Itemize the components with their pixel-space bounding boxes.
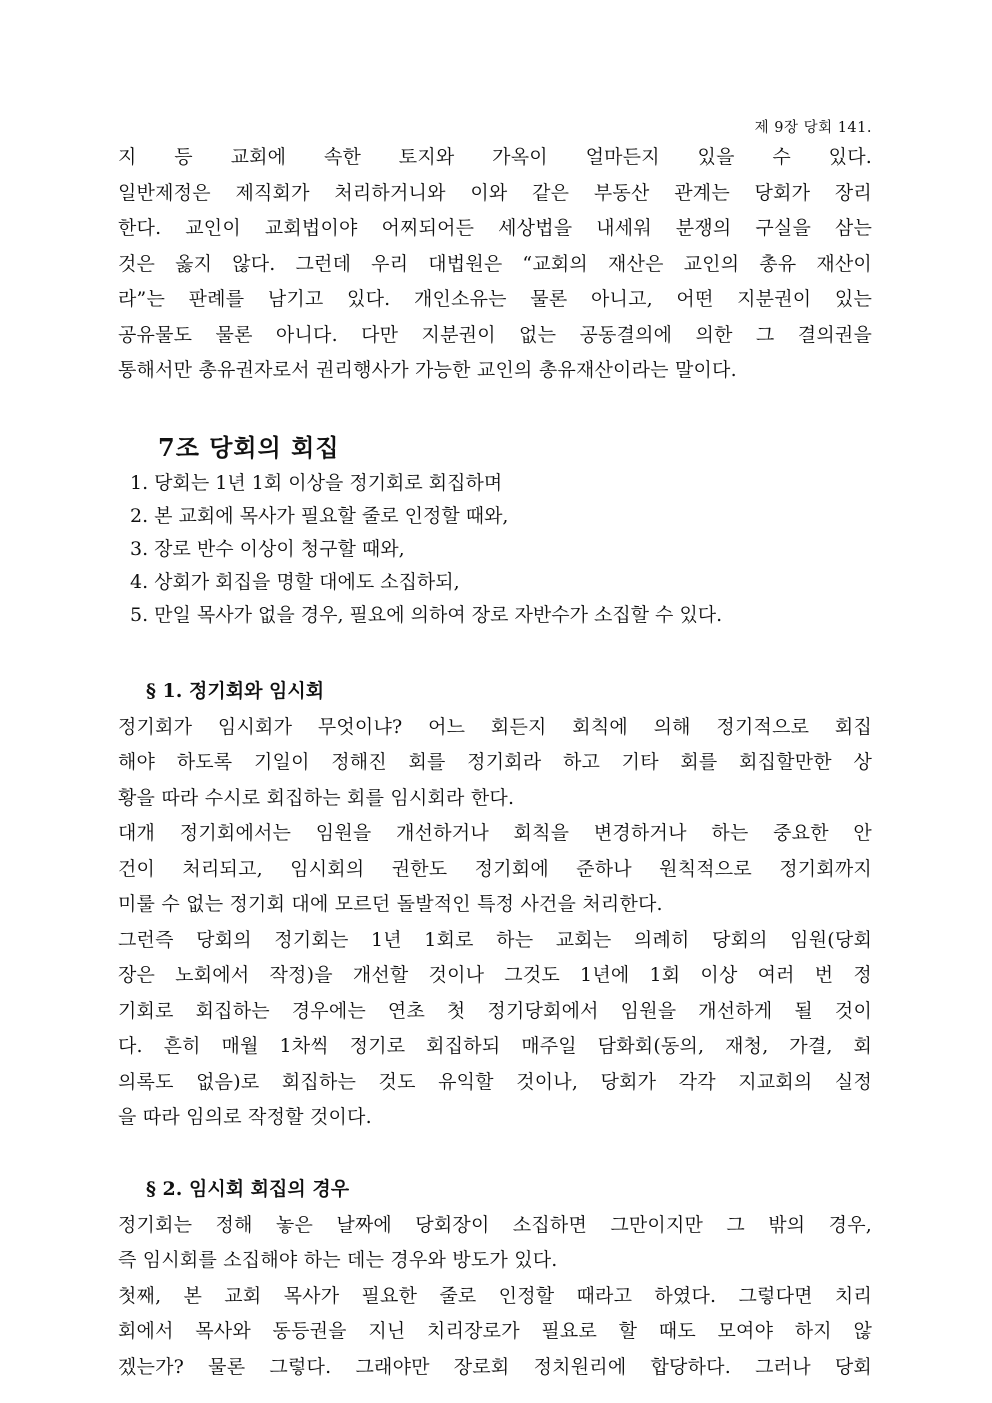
text-line: 을 따라 임의로 작정할 것이다.	[118, 1106, 372, 1128]
article-title: 7조 당회의 회집	[158, 432, 340, 462]
article-items	[118, 467, 872, 632]
text-line: 정기회는 정해 놓은 날짜에 당회장이 소집하면 그만이지만 그 밖의 경우,	[118, 1213, 872, 1236]
text-line: 한다. 교인이 교회법이야 어찌되어든 세상법을 내세워 분쟁의 구실을 삼는	[118, 217, 872, 239]
list-item: 5. 만일 목사가 없을 경우, 필요에 의하여 장로 자반수가 소집할 수 있다.	[130, 603, 723, 626]
list-item: 3. 장로 반수 이상이 청구할 때와,	[130, 537, 405, 560]
text-line: 회에서 목사와 동등권을 지닌 치리장로가 필요로 할 때도 모여야 하지 않	[118, 1320, 872, 1342]
text-line: 정기회가 임시회가 무엇이냐? 어느 회든지 회칙에 의해 정기적으로 회집	[118, 715, 872, 738]
spacer	[118, 632, 872, 672]
list-item: 1. 당회는 1년 1회 이상을 정기회로 회집하며	[130, 471, 503, 494]
text-line: 겠는가? 물론 그렇다. 그래야만 장로회 정치원리에 합당하다. 그러나 당회	[118, 1355, 872, 1378]
page-body	[118, 140, 872, 1385]
text-line: 일반제정은 제직회가 처리하거니와 이와 같은 부동산 관계는 당회가 장리	[118, 181, 872, 204]
intro-paragraphs	[118, 140, 872, 389]
text-line: 기회로 회집하는 경우에는 연초 첫 정기당회에서 임원을 개선하게 될 것이	[118, 999, 872, 1022]
text-line: 그런즉 당회의 정기회는 1년 1회로 하는 교회는 의례히 당회의 임원(당회	[118, 928, 872, 951]
text-line: 첫째, 본 교회 목사가 필요한 줄로 인정할 때라고 하였다. 그렇다면 치리	[118, 1284, 872, 1307]
text-line: 해야 하도록 기일이 정해진 회를 정기회라 하고 기타 회를 회집할만한 상	[118, 751, 872, 773]
text-line: 즉 임시회를 소집해야 하는 데는 경우와 방도가 있다.	[118, 1249, 558, 1271]
section-paragraphs	[118, 1208, 872, 1386]
spacer	[118, 1136, 872, 1170]
spacer	[118, 389, 872, 429]
list-item: 4. 상회가 회집을 명할 대에도 소집하되,	[130, 570, 460, 593]
text-line: 건이 처리되고, 임시회의 권한도 정기회에 준하나 원칙적으로 정기회까지	[118, 857, 872, 880]
text-line: 대개 정기회에서는 임원을 개선하거나 회칙을 변경하거나 하는 중요한 안	[118, 822, 872, 844]
text-line: 황을 따라 수시로 회집하는 회를 임시회라 한다.	[118, 786, 515, 809]
text-line: 라”는 판례를 남기고 있다. 개인소유는 물론 아니고, 어떤 지분권이 있는	[118, 288, 872, 310]
running-head: 제 9장 당회 141.	[754, 120, 872, 136]
section-title: § 1. 정기회와 임시회	[146, 679, 325, 702]
text-line: 의록도 없음)로 회집하는 것도 유익할 것이나, 당회가 각각 지교회의 실정	[118, 1070, 872, 1093]
text-line: 다. 흔히 매월 1차씩 정기로 회집하되 매주일 담화회(동의, 재청, 가결, 회	[118, 1035, 872, 1057]
text-line: 장은 노회에서 작정)을 개선할 것이나 그것도 1년에 1회 이상 여러 번 정	[118, 964, 872, 986]
text-line: 미룰 수 없는 정기회 대에 모르던 돌발적인 특정 사건을 처리한다.	[118, 893, 663, 915]
text-line: 통해서만 총유권자로서 권리행사가 가능한 교인의 총유재산이라는 말이다.	[118, 359, 737, 381]
text-line: 공유물도 물론 아니다. 다만 지분권이 없는 공동결의에 의한 그 결의권을	[118, 323, 872, 346]
list-item: 2. 본 교회에 목사가 필요할 줄로 인정할 때와,	[130, 504, 509, 527]
section-title: § 2. 임시회 회집의 경우	[146, 1177, 350, 1200]
text-line: 지 등 교회에 속한 토지와 가옥이 얼마든지 있을 수 있다.	[118, 146, 872, 168]
text-line: 것은 옳지 않다. 그런데 우리 대법원은 “교회의 재산은 교인의 총유 재산이	[118, 252, 872, 275]
section-paragraphs	[118, 710, 872, 1136]
